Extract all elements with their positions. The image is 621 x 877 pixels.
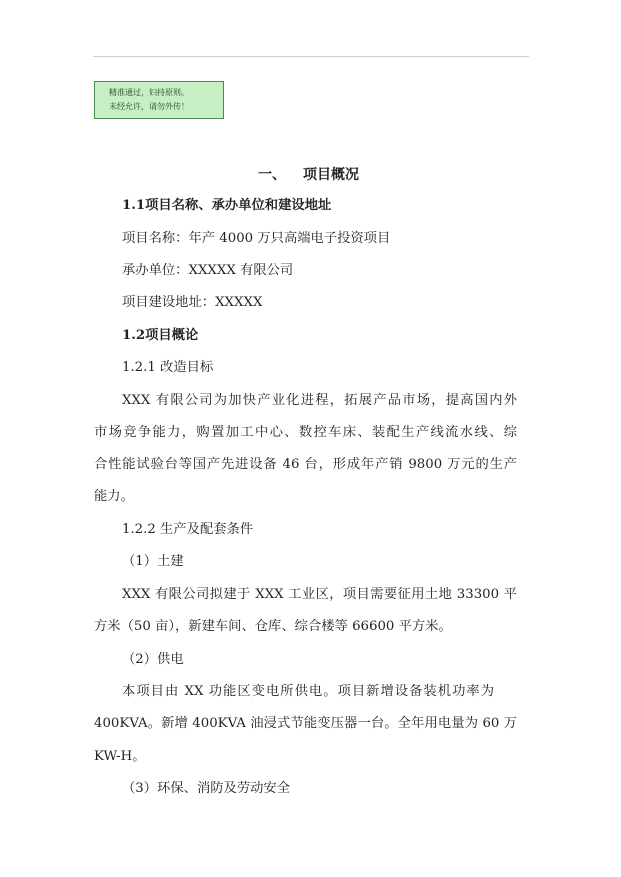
paragraph-line: 能力。 [94, 489, 134, 504]
paragraph-line: XXX 有限公司拟建于 XXX 工业区，项目需要征用土地 33300 平 [122, 587, 517, 602]
paragraph-line: 400KVA。新增 400KVA 油浸式节能变压器一台。全年用电量为 60 万 [94, 716, 517, 731]
section-1-1-title: 1.1项目名称、承办单位和建设地址 [122, 198, 332, 213]
section-1-2-title: 1.2项目概论 [122, 328, 199, 343]
civil-title: （1）土建 [122, 554, 184, 569]
chapter-title: 项目概况 [303, 167, 359, 183]
stamp-line-2: 未经允许，请勿外传！ [109, 102, 189, 111]
organizer-line: 承办单位：XXXXX 有限公司 [122, 263, 294, 278]
paragraph-line: XXX 有限公司为加快产业化进程，拓展产品市场，提高国内外 [122, 393, 517, 408]
paragraph-line: 市场竞争能力，购置加工中心、数控车床、装配生产线流水线、综 [94, 425, 517, 440]
paragraph-line: 合性能试验台等国产先进设备 46 台，形成年产销 9800 万元的生产 [94, 457, 517, 472]
subsection-1-2-2-title: 1.2.2 生产及配套条件 [122, 522, 254, 537]
project-name-line: 项目名称：年产 4000 万只高端电子投资项目 [122, 231, 391, 246]
paragraph-line: KW-H。 [94, 749, 146, 764]
environment-title: （3）环保、消防及劳动安全 [122, 781, 291, 796]
subsection-1-2-1-title: 1.2.1 改造目标 [122, 360, 214, 375]
header-rule [93, 56, 529, 57]
stamp-line-1: 精准通过，妇持原则。 [109, 88, 189, 97]
site-line: 项目建设地址：XXXXX [122, 295, 263, 310]
watermark-stamp [94, 81, 224, 119]
paragraph-line: 本项目由 XX 功能区变电所供电。项目新增设备装机功率为 [122, 684, 494, 699]
power-title: （2）供电 [122, 652, 184, 667]
chapter-number: 一、 [258, 167, 286, 183]
paragraph-line: 方米（50 亩），新建车间、仓库、综合楼等 66600 平方米。 [94, 619, 452, 634]
